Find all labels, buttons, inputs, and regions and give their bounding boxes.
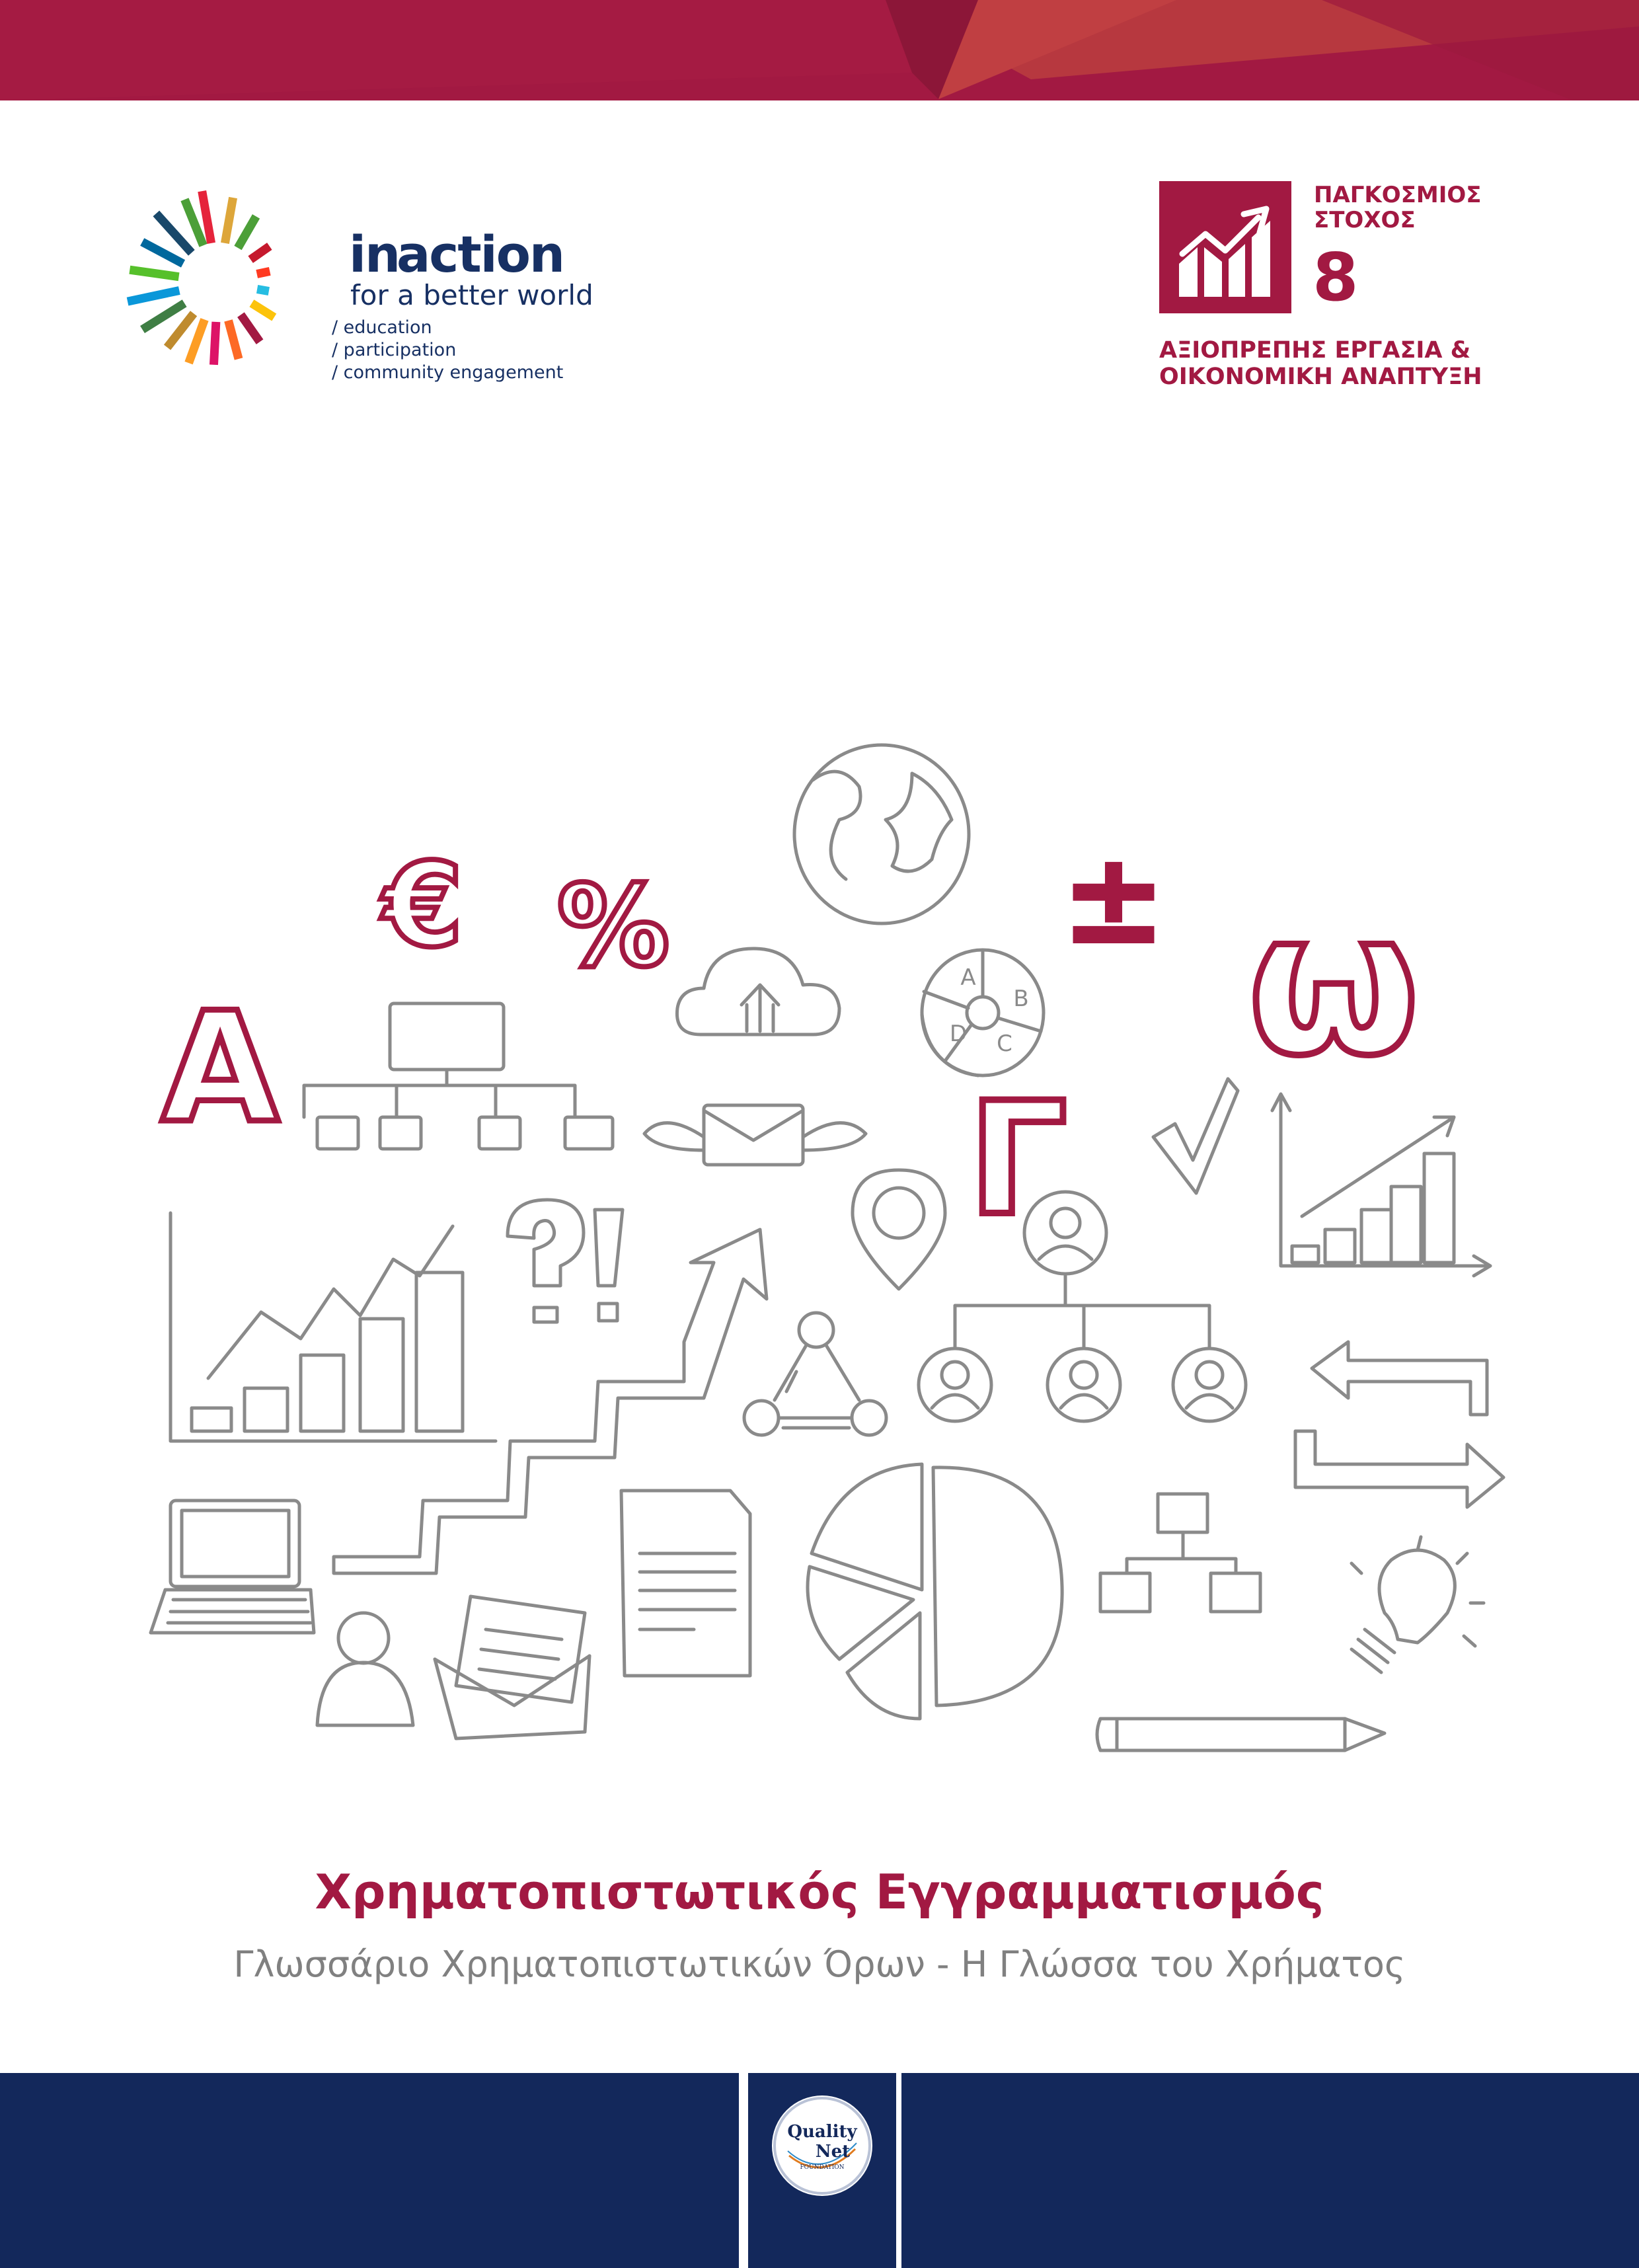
network-triangle-icon	[744, 1313, 886, 1435]
red-gamma: Γ	[968, 1070, 1067, 1250]
bar-chart-left-icon	[171, 1213, 496, 1441]
sdg-label	[1314, 182, 1482, 233]
pie-chart-icon	[808, 1464, 1062, 1719]
laptop-icon	[151, 1501, 314, 1633]
document-icon	[621, 1491, 750, 1676]
pie-label-b: B	[1013, 986, 1029, 1012]
red-percent-sign: %	[556, 861, 670, 992]
document-subtitle: Γλωσσάριο Χρηματοπιστωτικών Όρων - Η Γλώσσα του Χρήματος	[233, 1943, 1406, 1985]
sdg-number: 8	[1313, 239, 1359, 316]
location-pin-icon	[853, 1170, 945, 1289]
cycle-arrows-icon	[1295, 1342, 1504, 1507]
brand-line-community: / community engagement	[332, 362, 564, 383]
sdg-goal-badge	[1159, 181, 1516, 406]
footer-band-left	[0, 2073, 739, 2268]
footer-band-right	[901, 2073, 1639, 2268]
growth-chart-icon	[1159, 181, 1291, 313]
pie-label-a: A	[960, 964, 976, 991]
top-header-band	[0, 0, 1639, 100]
brand-line-education: / education	[332, 317, 432, 338]
sdg-wheel-icon	[106, 173, 324, 398]
flying-envelope-icon	[644, 1105, 866, 1165]
cloud-upload-icon	[677, 949, 839, 1035]
pie-label-c: C	[997, 1031, 1012, 1057]
lightbulb-icon	[1352, 1537, 1484, 1672]
brand-word-in: in	[349, 225, 400, 284]
logo-word-foundation: FOUNDATION	[800, 2164, 845, 2171]
document-title: Χρηματοπιστωτικός Εγγραμματισμός	[315, 1864, 1324, 1920]
pie-disk-icon	[922, 950, 1044, 1075]
pie-label-d: D	[949, 1021, 968, 1047]
logo-word-net: Net	[815, 2142, 851, 2162]
sdg-label-line1: ΠΑΓΚΟΣΜΙΟΣ	[1314, 182, 1482, 208]
sdg-title	[1159, 337, 1516, 390]
red-omega: ω	[1247, 869, 1420, 1099]
sdg-label-line2: ΣΤΟΧΟΣ	[1314, 207, 1416, 233]
sdg-icon-box	[1159, 181, 1291, 313]
sdg-title-line2: ΟΙΚΟΝΟΜΙΚΗ ΑΝΑΠΤΥΞΗ	[1159, 364, 1482, 390]
checkmark-icon	[1153, 1079, 1238, 1193]
small-org-chart-icon	[1100, 1494, 1260, 1612]
quality-net-foundation-logo	[769, 2093, 875, 2199]
brand-tagline: for a better world	[350, 279, 593, 311]
red-euro-sign: €	[383, 839, 463, 973]
red-plus-minus: ±	[1061, 826, 1166, 972]
pencil-icon	[1097, 1719, 1385, 1750]
envelope-letter-icon	[435, 1596, 590, 1739]
bar-chart-right-icon	[1272, 1094, 1490, 1276]
finance-doodle-illustration	[0, 727, 1639, 1758]
logo-word-quality: Quality	[787, 2122, 857, 2142]
sdg-title-line1: ΑΞΙΟΠΡΕΠΗΣ ΕΡΓΑΣΙΑ &	[1159, 337, 1471, 364]
in-action-logo	[106, 173, 634, 398]
brand-word-action: action	[397, 225, 564, 284]
org-chart-icon	[304, 1003, 613, 1149]
person-icon	[317, 1613, 413, 1725]
brand-line-participation: / participation	[332, 340, 457, 360]
red-letter-a: A	[161, 980, 280, 1157]
globe-icon	[794, 745, 969, 923]
